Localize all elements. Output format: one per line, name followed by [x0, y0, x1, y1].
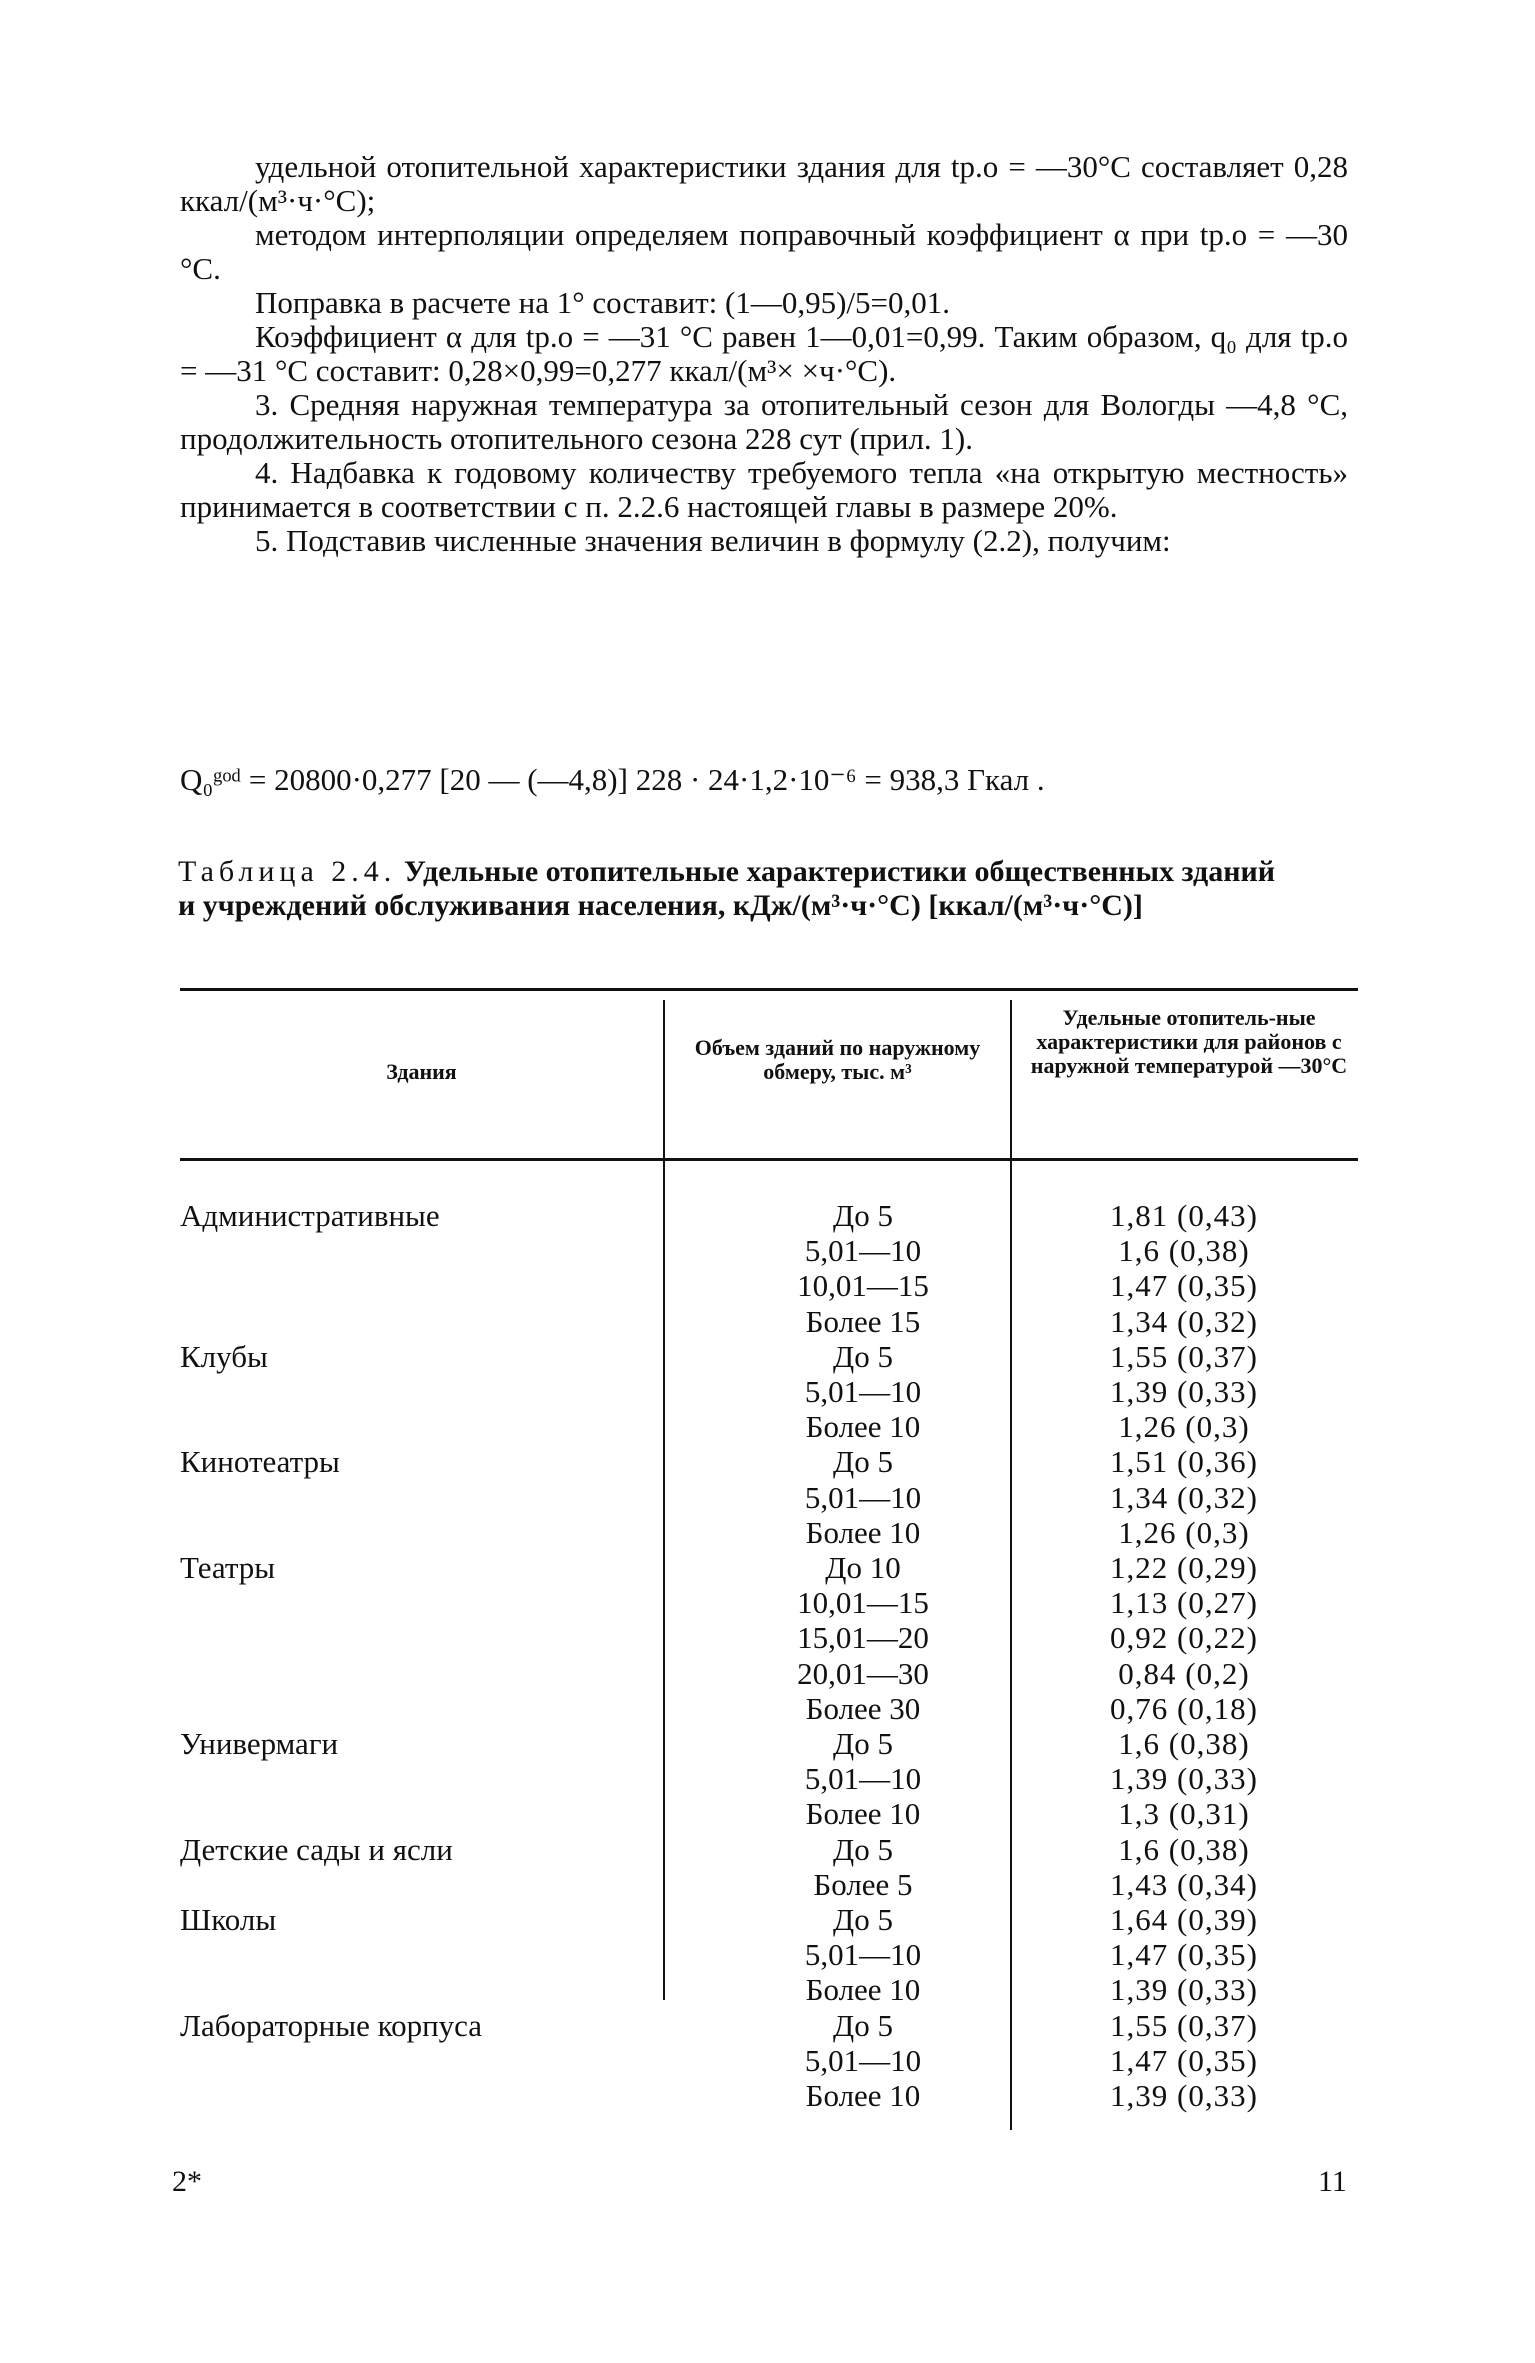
table-row [180, 1867, 1358, 1902]
value-cell: 0,84 (0,2) [1118, 1655, 1250, 1691]
building-cell: Кинотеатры [180, 1444, 340, 1480]
value-cell: 1,47 (0,35) [1110, 2042, 1258, 2078]
value-cell: 1,39 (0,33) [1110, 1761, 1258, 1797]
table-row [180, 1268, 1358, 1303]
value-cell: 1,81 (0,43) [1110, 1198, 1258, 1233]
volume-cell: 15,01—20 [797, 1620, 929, 1656]
paragraph: 4. Надбавка к годовому количеству требуемого тепла «на открытую местность» принимается в соответствии с п. 2.2.6 настоящей главы в размере 20%. [180, 455, 1348, 524]
value-cell: 1,47 (0,35) [1110, 1937, 1258, 1973]
value-cell: 1,39 (0,33) [1110, 2078, 1258, 2113]
table-row [180, 1656, 1358, 1691]
volume-cell: 10,01—15 [797, 1268, 929, 1304]
volume-cell: 20,01—30 [797, 1655, 929, 1691]
table-row [180, 1304, 1358, 1339]
table-row [180, 1620, 1358, 1655]
table-row [180, 2078, 1358, 2113]
volume-cell: 5,01—10 [804, 1479, 922, 1515]
value-cell: 1,26 (0,3) [1118, 1514, 1250, 1550]
building-cell: Административные [180, 1198, 440, 1233]
table-row [180, 1761, 1358, 1796]
table-row [180, 1796, 1358, 1831]
value-cell: 1,22 (0,29) [1110, 1550, 1258, 1585]
table-row [180, 1726, 1358, 1761]
volume-cell: До 5 [833, 1831, 893, 1867]
volume-cell: Более 10 [805, 1409, 921, 1445]
volume-cell: Более 10 [805, 1972, 921, 2008]
volume-cell: До 5 [833, 1338, 893, 1374]
value-cell: 1,55 (0,37) [1110, 1338, 1258, 1374]
paragraph: методом интерполяции определяем поправочный коэффициент α при tр.о = —30 °С. [180, 217, 1348, 286]
paragraph: Поправка в расчете на 1° составит: (1—0,95)/5=0,01. [255, 285, 951, 320]
volume-cell: 5,01—10 [804, 2042, 922, 2078]
value-cell: 1,34 (0,32) [1110, 1303, 1258, 1339]
building-cell: Школы [180, 1902, 277, 1937]
table-row [180, 1550, 1358, 1585]
volume-cell: До 10 [825, 1550, 901, 1585]
volume-cell: Более 10 [805, 1796, 921, 1832]
value-cell: 1,47 (0,35) [1110, 1268, 1258, 1304]
table-row [180, 1972, 1358, 2007]
header-buildings: Здания [386, 1059, 457, 1084]
paragraph: удельной отопительной характеристики здания для tр.о = —30°С составляет 0,28 ккал/(м³·ч·°С); [180, 149, 1348, 218]
table-row [180, 1937, 1358, 1972]
value-cell: 1,39 (0,33) [1110, 1972, 1258, 2008]
table-row [180, 1374, 1358, 1409]
building-cell: Лабораторные корпуса [180, 2007, 483, 2043]
volume-cell: Более 10 [805, 2078, 921, 2113]
volume-cell: 5,01—10 [804, 1937, 922, 1973]
value-cell: 1,13 (0,27) [1110, 1585, 1258, 1621]
table-title: Удельные отопительные характеристики общественных зданий и учреждений обслуживания населения, кДж/(м³·ч·°С) [ккал/(м³·ч·°С)] [178, 855, 1276, 922]
value-cell: 1,55 (0,37) [1110, 2007, 1258, 2043]
value-cell: 1,64 (0,39) [1110, 1902, 1258, 1937]
table-row [180, 1339, 1358, 1374]
volume-cell: До 5 [833, 1444, 893, 1480]
value-cell: 1,39 (0,33) [1110, 1374, 1258, 1409]
building-cell: Клубы [180, 1338, 268, 1374]
paragraph: Коэффициент α для tр.о = —31 °С равен 1—0,01=0,99. Таким образом, q₀ для tр.о = —31 °С составит: 0,28×0,99=0,277 ккал/(м³× ×ч·°С). [180, 319, 1348, 388]
body-text [180, 150, 1348, 558]
table-row [180, 2043, 1358, 2078]
table-row [180, 1409, 1358, 1444]
volume-cell: До 5 [833, 2007, 893, 2043]
value-cell: 1,3 (0,31) [1118, 1796, 1250, 1832]
value-cell: 1,6 (0,38) [1118, 1726, 1250, 1761]
table-row [180, 2008, 1358, 2043]
formula: Q₀ᵍᵒᵈ = 20800·0,277 [20 — (—4,8)] 228 · 24·1,2·10⁻⁶ = 938,3 Гкал . [180, 762, 1045, 797]
value-cell: 1,26 (0,3) [1118, 1409, 1250, 1445]
signature-mark: 2* [172, 2165, 202, 2198]
table-label: Таблица 2.4. [178, 855, 397, 888]
value-cell: 1,6 (0,38) [1118, 1233, 1250, 1269]
volume-cell: Более 10 [805, 1514, 921, 1550]
table-row [180, 1902, 1358, 1937]
table-row [180, 1832, 1358, 1867]
value-cell: 1,51 (0,36) [1110, 1444, 1258, 1480]
table-row [180, 1480, 1358, 1515]
header-bottom-rule [180, 1158, 1358, 1161]
volume-cell: До 5 [833, 1726, 893, 1761]
volume-cell: 5,01—10 [804, 1374, 922, 1409]
table-row [180, 1691, 1358, 1726]
table-row [180, 1198, 1358, 1233]
table-row [180, 1444, 1358, 1479]
volume-cell: До 5 [833, 1902, 893, 1937]
volume-cell: Более 15 [805, 1303, 921, 1339]
paragraph: 3. Средняя наружная температура за отопительный сезон для Вологды —4,8 °С, продолжительность отопительного сезона 228 сут (прил. 1). [180, 387, 1348, 456]
table-row [180, 1585, 1358, 1620]
value-cell: 0,92 (0,22) [1110, 1620, 1258, 1656]
table-row [180, 1233, 1358, 1268]
volume-cell: 10,01—15 [797, 1585, 929, 1621]
volume-cell: Более 30 [805, 1690, 921, 1726]
building-cell: Детские сады и ясли [180, 1831, 453, 1867]
header-characteristic: Удельные отопитель-ные характеристики для районов с наружной температурой —30°С [1030, 1005, 1348, 1078]
building-cell: Театры [180, 1550, 276, 1585]
table-caption [178, 855, 1278, 923]
page-number: 11 [1318, 2165, 1347, 2198]
volume-cell: 5,01—10 [804, 1233, 922, 1269]
volume-cell: Более 5 [813, 1866, 913, 1902]
value-cell: 0,76 (0,18) [1110, 1690, 1258, 1726]
value-cell: 1,6 (0,38) [1118, 1831, 1250, 1867]
building-cell: Универмаги [180, 1726, 339, 1761]
value-cell: 1,43 (0,34) [1110, 1866, 1258, 1902]
header-volume: Объем зданий по наружному обмеру, тыс. м³ [694, 1035, 981, 1084]
table-top-rule [180, 988, 1358, 991]
volume-cell: До 5 [833, 1198, 893, 1233]
paragraph: 5. Подставив численные значения величин в формулу (2.2), получим: [255, 523, 1171, 558]
table-row [180, 1515, 1358, 1550]
volume-cell: 5,01—10 [804, 1761, 922, 1797]
value-cell: 1,34 (0,32) [1110, 1479, 1258, 1515]
